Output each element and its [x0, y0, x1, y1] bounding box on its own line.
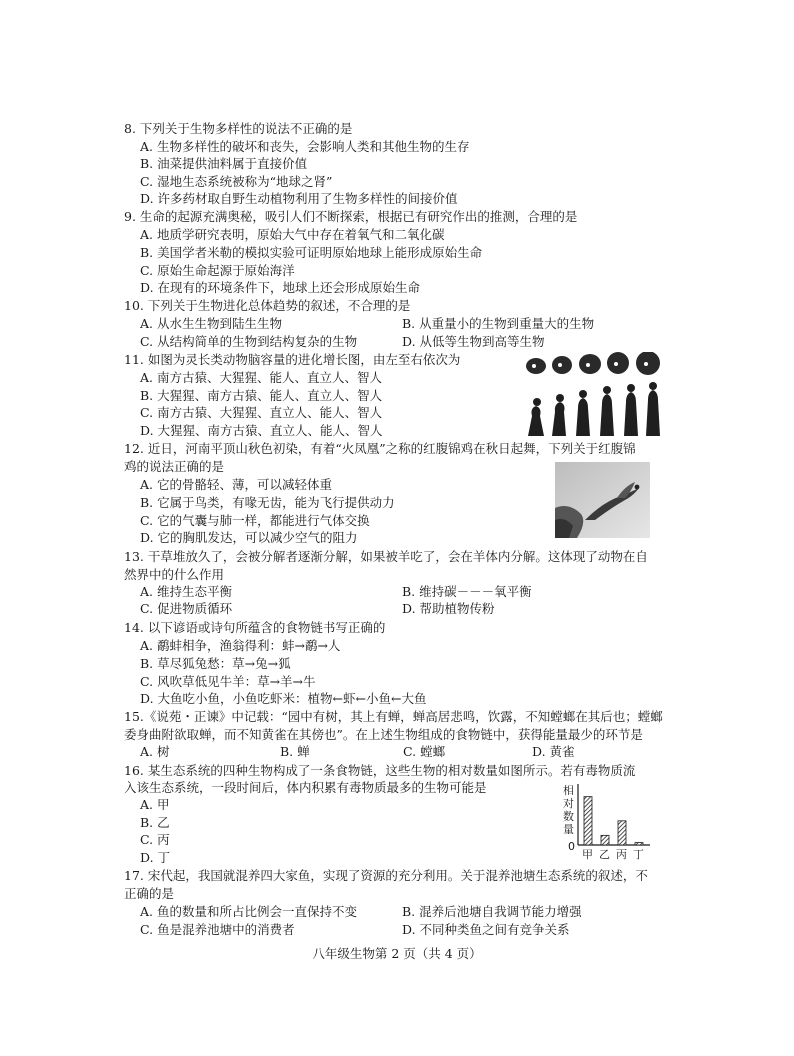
q12-option-a: A. 它的骨骼轻、薄，可以减轻体重 — [140, 477, 332, 492]
q12-option-d: D. 它的胸肌发达，可以减少空气的阻力 — [140, 530, 358, 545]
q13-stem-line2: 然界中的什么作用 — [124, 567, 225, 582]
q9-stem: 9. 生命的起源充满奥秘，吸引人们不断探索，根据已有研究作出的推测，合理的是 — [124, 209, 578, 224]
q14-option-a: A. 鹬蚌相争，渔翁得利：蚌→鹬→人 — [140, 638, 341, 653]
q11-option-a: A. 南方古猿、大猩猩、能人、直立人、智人 — [140, 370, 382, 385]
y-axis-label-char-2: 对 — [563, 797, 574, 810]
q10-stem: 10. 下列关于生物进化总体趋势的叙述，不合理的是 — [124, 298, 411, 313]
q16-stem-line2: 入该生态系统，一段时间后，体内积累有毒物质最多的生物可能是 — [124, 780, 487, 795]
q10-option-d: D. 从低等生物到高等生物 — [402, 334, 545, 349]
q9-option-a: A. 地质学研究表明，原始大气中存在着氧气和二氧化碳 — [140, 227, 445, 242]
q14-option-c: C. 风吹草低见牛羊：草→羊→牛 — [140, 674, 316, 689]
q11-stem: 11. 如图为灵长类动物脑容量的进化增长图，由左至右依次为 — [124, 352, 461, 367]
hominid-evolution-image — [522, 352, 668, 442]
pheasant-photo — [555, 462, 650, 538]
q11-option-b: B. 大猩猩、南方古猿、能人、直立人、智人 — [140, 388, 383, 403]
q12-option-b: B. 它属于鸟类，有喙无齿，能为飞行提供动力 — [140, 495, 395, 510]
q16-option-c: C. 丙 — [140, 832, 170, 847]
q12-option-c: C. 它的气囊与肺一样，都能进行气体交换 — [140, 513, 370, 528]
y-axis-label-char-1: 相 — [563, 784, 574, 797]
q11-option-d: D. 大猩猩、南方古猿、直立人、能人、智人 — [140, 423, 383, 438]
q15-stem-line1: 15.《说苑・正谏》中记载：“园中有树，其上有蝉，蝉高居悲鸣，饮露，不知螳螂在其后也；螳螂 — [124, 709, 663, 724]
q15-option-b: B. 蝉 — [280, 744, 310, 759]
q9-option-b: B. 美国学者米勒的模拟实验可证明原始地球上能形成原始生命 — [140, 245, 483, 260]
q13-option-a: A. 维持生态平衡 — [140, 584, 232, 599]
q16-option-d: D. 丁 — [140, 850, 171, 865]
q17-option-a: A. 鱼的数量和所占比例会一直保持不变 — [140, 904, 357, 919]
q17-stem-line2: 正确的是 — [124, 886, 175, 901]
y-axis-label-char-4: 量 — [563, 823, 574, 836]
q14-option-b: B. 草尽狐兔愁：草→兔→狐 — [140, 656, 291, 671]
q15-stem-line2: 委身曲附欲取蝉，而不知黄雀在其傍也”。在上述生物组成的食物链中，获得能量最少的环节是 — [124, 727, 643, 742]
category-label-2: 丙 — [616, 848, 627, 860]
q13-option-c: C. 促进物质循环 — [140, 601, 233, 616]
q16-stem-line1: 16. 某生态系统的四种生物构成了一条食物链，这些生物的相对数量如图所示。若有毒物质流 — [124, 763, 636, 778]
q15-option-d: D. 黄雀 — [532, 744, 575, 759]
q13-option-b: B. 维持碳－－－氧平衡 — [402, 584, 532, 599]
q10-option-c: C. 从结构简单的生物到结构复杂的生物 — [140, 334, 358, 349]
q14-option-d: D. 大鱼吃小鱼，小鱼吃虾米：植物←虾←小鱼←大鱼 — [140, 691, 427, 706]
q17-option-c: C. 鱼是混养池塘中的消费者 — [140, 922, 295, 937]
q13-option-d: D. 帮助植物传粉 — [402, 601, 495, 616]
q15-option-a: A. 树 — [140, 744, 170, 759]
q12-stem-line1: 12. 近日，河南平顶山秋色初染，有着“火凤凰”之称的红腹锦鸡在秋日起舞，下列关于红腹锦 — [124, 441, 636, 456]
q8-option-c: C. 湿地生态系统被称为“地球之肾” — [140, 174, 333, 189]
q15-option-c: C. 螳螂 — [403, 744, 446, 759]
q9-option-d: D. 在现有的环境条件下，地球上还会形成原始生命 — [140, 280, 421, 295]
bar-1 — [601, 835, 609, 845]
q17-stem-line1: 17. 宋代起，我国就混养四大家鱼，实现了资源的充分利用。关于混养池塘生态系统的叙述，不 — [124, 868, 648, 883]
origin-label: 0 — [568, 840, 575, 853]
category-label-1: 乙 — [599, 848, 610, 860]
q10-option-b: B. 从重量小的生物到重量大的生物 — [402, 316, 595, 331]
q8-option-d: D. 许多药材取自野生动植物利用了生物多样性的间接价值 — [140, 191, 458, 206]
y-axis-label-char-3: 数 — [563, 810, 574, 823]
q16-option-a: A. 甲 — [140, 797, 170, 812]
q16-option-b: B. 乙 — [140, 815, 170, 830]
category-label-3: 丁 — [633, 848, 644, 860]
q17-option-b: B. 混养后池塘自我调节能力增强 — [402, 904, 582, 919]
q8-option-a: A. 生物多样性的破坏和丧失，会影响人类和其他生物的生存 — [140, 139, 470, 154]
q14-stem: 14. 以下谚语或诗句所蕴含的食物链书写正确的 — [124, 620, 386, 635]
q12-stem-line2: 鸡的说法正确的是 — [124, 459, 225, 474]
page-footer: 八年级生物第 2 页（共 4 页） — [312, 946, 482, 961]
relative-quantity-chart — [558, 778, 658, 860]
q8-stem: 8. 下列关于生物多样性的说法不正确的是 — [124, 121, 353, 136]
bar-3 — [635, 843, 643, 845]
q17-option-d: D. 不同种类鱼之间有竞争关系 — [402, 922, 570, 937]
bar-2 — [618, 821, 626, 845]
q13-stem-line1: 13. 干草堆放久了，会被分解者逐渐分解，如果被羊吃了，会在羊体内分解。这体现了动物在自 — [124, 549, 648, 564]
q8-option-b: B. 油菜提供油料属于直接价值 — [140, 156, 308, 171]
category-label-0: 甲 — [582, 848, 593, 860]
bar-0 — [584, 797, 592, 845]
q11-option-c: C. 南方古猿、大猩猩、直立人、能人、智人 — [140, 405, 383, 420]
q9-option-c: C. 原始生命起源于原始海洋 — [140, 263, 295, 278]
q10-option-a: A. 从水生生物到陆生生物 — [140, 316, 282, 331]
